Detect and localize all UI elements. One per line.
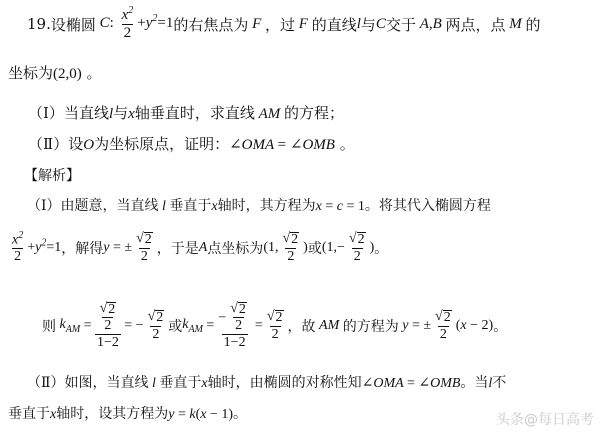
problem-number: 19. — [27, 15, 51, 33]
solution-line-3: 则 $k_{AM}$ = √ 2 2 1−2 = − √ 2 2 或 $k_{AM}$ = − √ 2 2 1−2 = √ 2 2 ，故 AM 的方程为 y = ± √ 2 2 (x − 2) 。 — [42, 300, 508, 350]
solution-line-2: $\frac{x^2}{2}$ $+y^2=1$ ，解得 y = ± √ 2 2 ，于是 A 点坐标为 (1, √ 2 2 ) 或 (1,− √ 2 2 ) 。 — [12, 230, 389, 265]
problem-line-1: 19. 设椭圆 C: $\frac{x^2}{2}$ $+y^2=1$ 的右焦点为 F ，过 F 的直线 l 与 C 交于 A,B 两点，点 M 的 — [27, 5, 541, 42]
problem-line-2: 坐标为(2,0) 。 — [8, 64, 102, 82]
problem-part-1: （Ⅰ）当直线l与x轴垂直时，求直线 AM 的方程； — [28, 104, 345, 122]
solution-line-1: （Ⅰ）由题意，当直线 l 垂直于x轴时，其方程为x = c = 1。将其代入椭圆方程 — [27, 198, 491, 214]
solution-line-4: （Ⅱ）如图，当直线 l 垂直于x轴时，由椭圆的对称性知∠OMA = ∠OMB。当l不 — [27, 375, 507, 391]
ellipse-equation: C: $\frac{x^2}{2}$ $+y^2=1$ — [95, 5, 174, 42]
problem-part-2: （Ⅱ）设O为坐标原点，证明：∠OMA = ∠OMB 。 — [28, 135, 355, 153]
watermark: 头条@每日高考 — [496, 412, 594, 428]
solution-header: 【解析】 — [24, 168, 80, 184]
solution-line-5: 垂直于x轴时，设其方程为y = k(x − 1)。 — [8, 406, 248, 422]
